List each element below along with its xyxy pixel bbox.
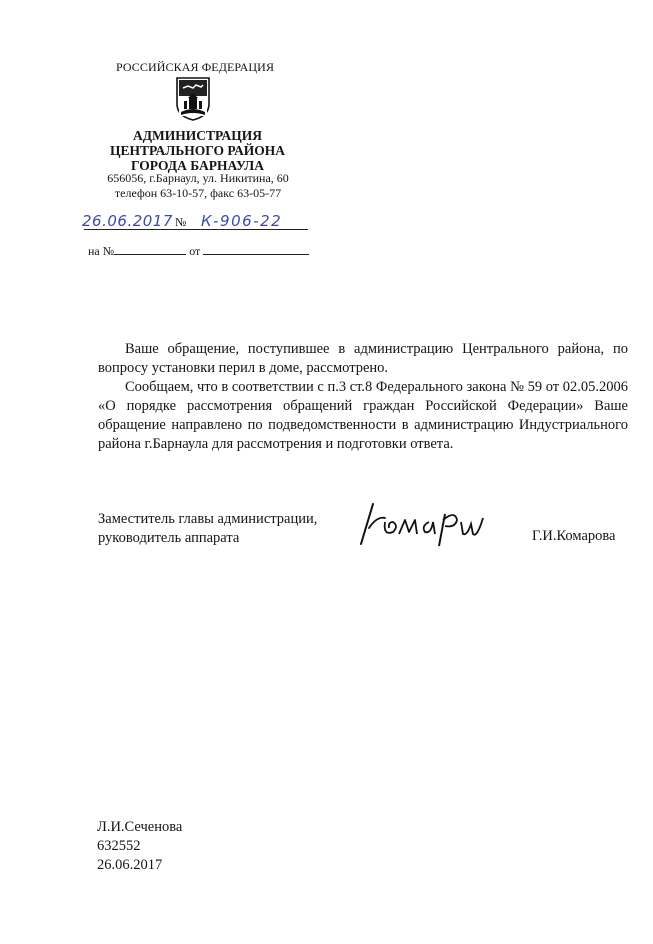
registration-underline xyxy=(84,229,308,230)
signer-name: Г.И.Комарова xyxy=(532,528,616,544)
phone-fax: телефон 63-10-57, факс 63-05-77 xyxy=(114,186,282,200)
org-line: АДМИНИСТРАЦИЯ xyxy=(132,128,263,143)
org-line: ГОРОДА БАРНАУЛА xyxy=(131,158,264,173)
reference-date-blank xyxy=(203,244,309,255)
executor-date: 26.06.2017 xyxy=(97,857,163,873)
ot-label: от xyxy=(189,244,201,258)
reference-line xyxy=(88,244,309,259)
organization-name xyxy=(95,128,300,173)
executor-name: Л.И.Сеченова xyxy=(97,819,183,835)
barnaul-coat-of-arms-icon xyxy=(175,76,211,122)
signer-position xyxy=(98,510,317,548)
position-line: Заместитель главы администрации, xyxy=(98,511,318,527)
letter-body xyxy=(98,340,628,454)
position-line: руководитель аппарата xyxy=(98,530,240,546)
reference-number-blank xyxy=(114,244,186,255)
organization-contacts xyxy=(88,171,308,201)
registration-date: 26.06.2017 xyxy=(82,212,173,230)
number-sign: № xyxy=(175,215,187,229)
body-paragraph: Ваше обращение, поступившее в администрацию Центрального района, по вопросу установки перил в доме, рассмотрено. xyxy=(98,341,628,376)
executor-block xyxy=(97,818,182,875)
na-label: на № xyxy=(88,244,115,258)
body-paragraph: Сообщаем, что в соответствии с п.3 ст.8 Федерального закона № 59 от 02.05.2006 «О порядке рассмотрения обращений граждан Российской Федерации» Ваше обращение направлено по подведомственности в администрацию Индустриального района г.Барнаула для рассмотрения и подготовки ответа. xyxy=(98,379,628,452)
executor-phone: 632552 xyxy=(97,838,141,854)
address: 656056, г.Барнаул, ул. Никитина, 60 xyxy=(107,171,289,185)
org-line: ЦЕНТРАЛЬНОГО РАЙОНА xyxy=(110,143,285,158)
registration-line xyxy=(82,212,312,234)
handwritten-signature xyxy=(355,492,505,552)
country-header: РОССИЙСКАЯ ФЕДЕРАЦИЯ xyxy=(115,60,275,74)
registration-number: К-906-22 xyxy=(201,212,283,230)
